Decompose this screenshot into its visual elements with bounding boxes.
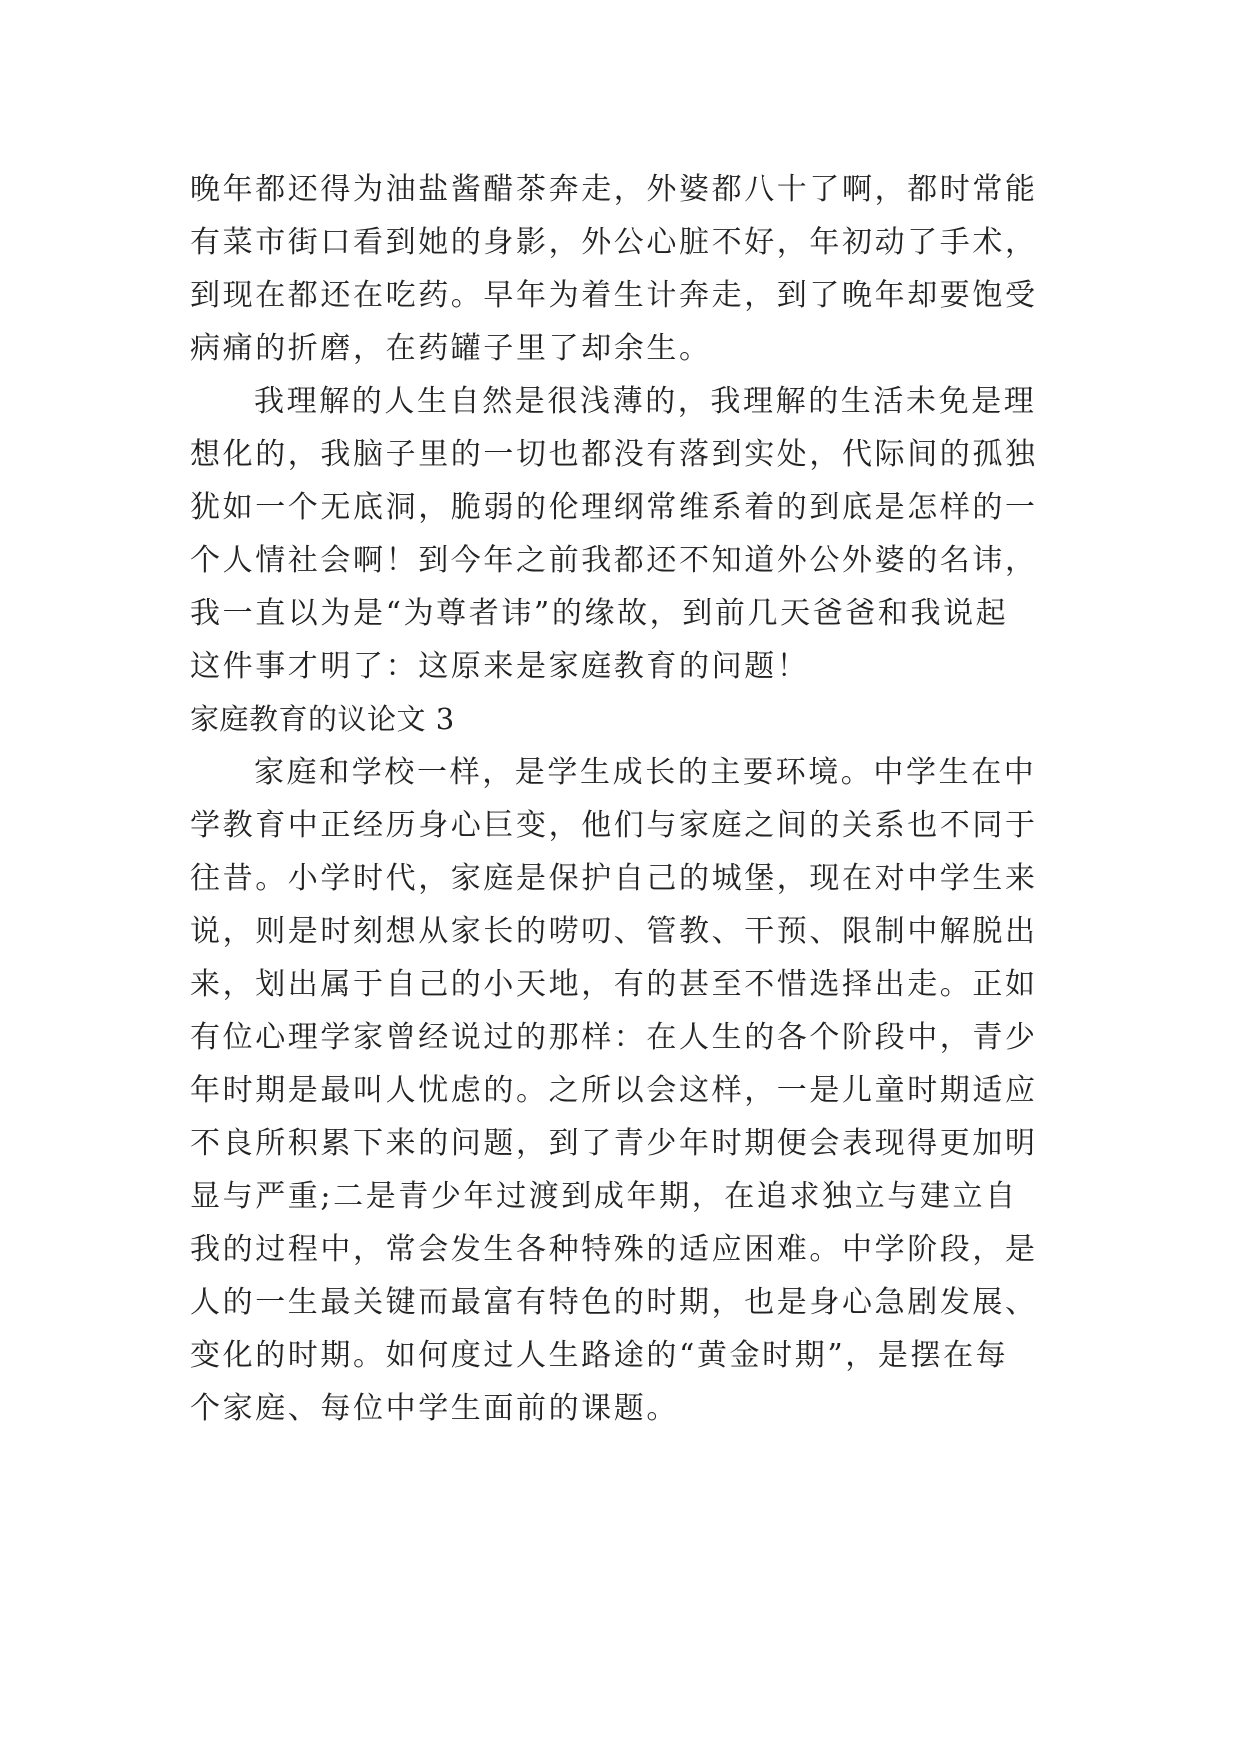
text-line: 我的过程中，常会发生各种特殊的适应困难。中学阶段，是 bbox=[190, 1232, 1038, 1267]
text-line: 年时期是最叫人忧虑的。之所以会这样，一是儿童时期适应 bbox=[190, 1073, 1038, 1108]
document-body bbox=[190, 163, 1070, 1435]
text-line: 个人情社会啊！到今年之前我都还不知道外公外婆的名讳， bbox=[190, 543, 1038, 578]
text-line: 这件事才明了：这原来是家庭教育的问题！ bbox=[190, 649, 810, 684]
text-line: 来，划出属于自己的小天地，有的甚至不惜选择出走。正如 bbox=[190, 967, 1038, 1002]
text-line: 想化的，我脑子里的一切也都没有落到实处，代际间的孤独 bbox=[190, 437, 1038, 472]
text-line: 家庭和学校一样，是学生成长的主要环境。中学生在中 bbox=[254, 755, 1037, 790]
paragraph-3 bbox=[190, 746, 1070, 1435]
text-line: 病痛的折磨，在药罐子里了却余生。 bbox=[190, 331, 712, 366]
text-line: 到现在都还在吃药。早年为着生计奔走，到了晚年却要饱受 bbox=[190, 278, 1038, 313]
text-line: 人的一生最关键而最富有特色的时期，也是身心急剧发展、 bbox=[190, 1285, 1038, 1320]
text-line: 犹如一个无底洞，脆弱的伦理纲常维系着的到底是怎样的一 bbox=[190, 490, 1038, 525]
text-line: 我一直以为是“为尊者讳”的缘故，到前几天爸爸和我说起 bbox=[190, 596, 1009, 631]
text-line: 有菜市街口看到她的身影，外公心脏不好，年初动了手术， bbox=[190, 225, 1038, 260]
text-line: 往昔。小学时代，家庭是保护自己的城堡，现在对中学生来 bbox=[190, 861, 1038, 896]
text-line: 不良所积累下来的问题，到了青少年时期便会表现得更加明 bbox=[190, 1126, 1038, 1161]
text-line: 学教育中正经历身心巨变，他们与家庭之间的关系也不同于 bbox=[190, 808, 1038, 843]
section-heading: 家庭教育的议论文 3 bbox=[190, 702, 455, 736]
text-line: 变化的时期。如何度过人生路途的“黄金时期”，是摆在每 bbox=[190, 1338, 1009, 1373]
text-line: 我理解的人生自然是很浅薄的，我理解的生活未免是理 bbox=[254, 384, 1037, 419]
text-line: 说，则是时刻想从家长的唠叨、管教、干预、限制中解脱出 bbox=[190, 914, 1038, 949]
text-line: 晚年都还得为油盐酱醋茶奔走，外婆都八十了啊，都时常能 bbox=[190, 172, 1038, 207]
paragraph-2 bbox=[190, 375, 1070, 693]
text-line: 有位心理学家曾经说过的那样：在人生的各个阶段中，青少 bbox=[190, 1020, 1038, 1055]
text-line: 个家庭、每位中学生面前的课题。 bbox=[190, 1391, 679, 1426]
paragraph-1 bbox=[190, 163, 1070, 375]
text-line: 显与严重;二是青少年过渡到成年期，在追求独立与建立自 bbox=[190, 1179, 1018, 1214]
